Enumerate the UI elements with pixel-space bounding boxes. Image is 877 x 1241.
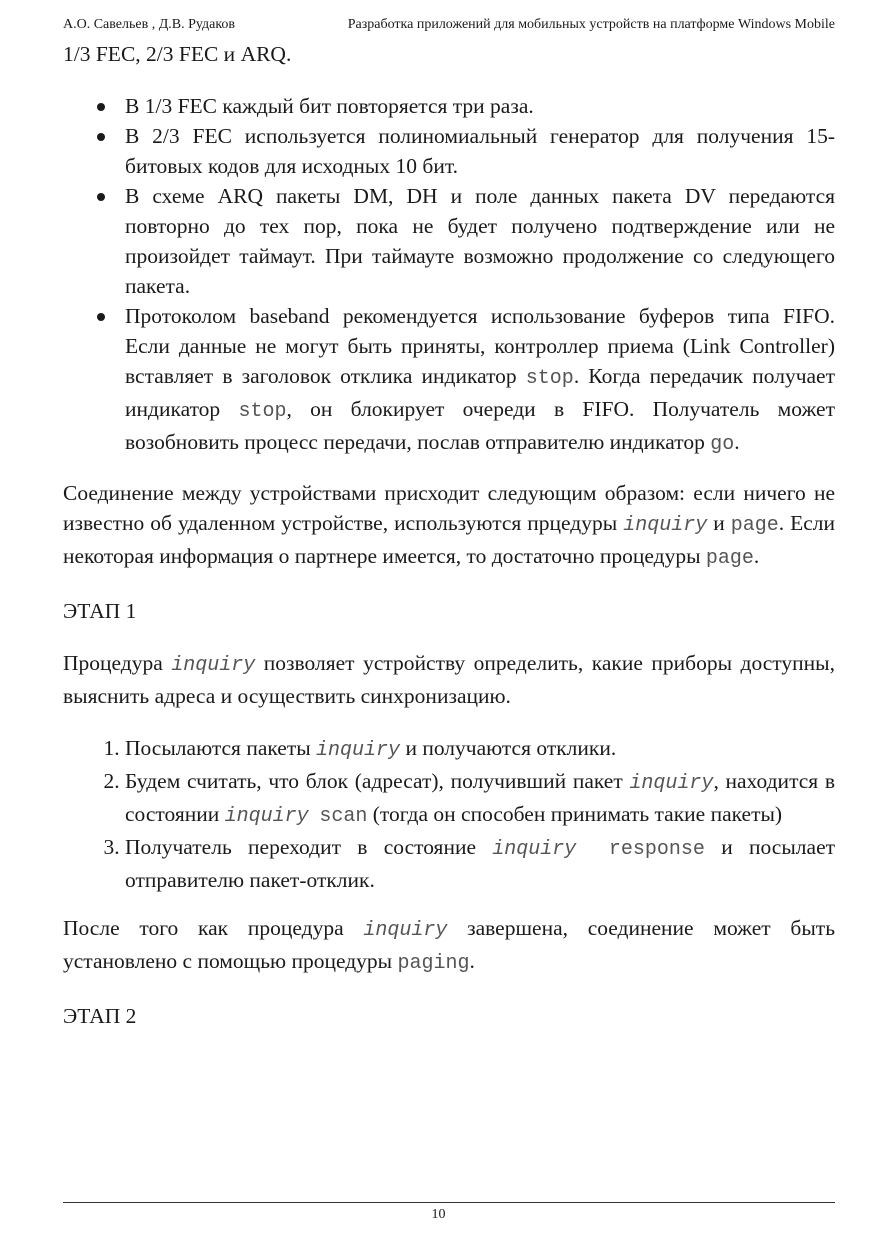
bullet-icon bbox=[97, 103, 105, 111]
code-inquiry: inquiry bbox=[363, 919, 448, 942]
code-go: go bbox=[710, 433, 735, 456]
code-inquiry: inquiry bbox=[623, 514, 708, 537]
list-item: В схеме ARQ пакеты DM, DH и поле данных пакета DV передаются повторно до тех пор, пока не будет получено подтверждение или не произойдет таймаут. При таймауте возможно продолжение со следующего пакета. bbox=[125, 181, 835, 301]
connection-paragraph: Соединение между устройствами присходит следующим образом: если ничего не известно об удаленном устройстве, используются прцедуры inquiry и page. Если некоторая информация о партнере имеется, то достаточно процедуры page. bbox=[63, 481, 835, 570]
list-item: 3. Получатель переходит в состояние inquiry response и посылает отправителю пакет-отклик. bbox=[125, 832, 835, 895]
code-inquiry: inquiry bbox=[224, 805, 309, 828]
page-number: 10 bbox=[431, 1207, 446, 1222]
code-stop: stop bbox=[238, 400, 287, 423]
code-scan: scan bbox=[319, 805, 368, 828]
code-inquiry: inquiry bbox=[316, 739, 401, 762]
code-paging: paging bbox=[397, 952, 470, 975]
fec-bullet-list bbox=[63, 91, 835, 460]
inquiry-steps-list bbox=[63, 733, 835, 895]
inquiry-paragraph: Процедура inquiry позволяет устройству определить, какие приборы доступны, выяснить адреса и осуществить синхронизацию. bbox=[63, 651, 835, 708]
code-page: page bbox=[730, 514, 779, 537]
list-item: В 1/3 FEC каждый бит повторяется три раза. bbox=[125, 91, 835, 121]
bullet-icon bbox=[97, 133, 105, 141]
list-item: Протоколом baseband рекомендуется использование буферов типа FIFO. Если данные не могут быть приняты, контроллер приема (Link Controller) вставляет в заголовок отклика индикатор stop. Когда передачик получает индикатор stop, он блокирует очереди в FIFO. Получатель может возобновить процесс передачи, послав отправителю индикатор go. bbox=[125, 301, 835, 460]
header-title: Разработка приложений для мобильных устройств на платформе Windows Mobile bbox=[347, 17, 835, 32]
page-header bbox=[63, 16, 835, 34]
code-inquiry: inquiry bbox=[629, 772, 714, 795]
list-item: 2. Будем считать, что блок (адресат), получивший пакет inquiry, находится в состоянии inquiry scan (тогда он способен принимать такие пакеты) bbox=[125, 766, 835, 832]
list-item: 1. Посылаются пакеты inquiry и получаются отклики. bbox=[125, 733, 835, 766]
intro-line: 1/3 FEC, 2/3 FEC и ARQ. bbox=[63, 42, 292, 66]
header-authors: А.О. Савельев , Д.В. Рудаков bbox=[63, 17, 236, 32]
code-inquiry: inquiry bbox=[171, 654, 256, 677]
page-content bbox=[63, 39, 835, 1031]
code-inquiry: inquiry bbox=[492, 838, 577, 861]
bullet-icon bbox=[97, 193, 105, 201]
stage-2-heading: ЭТАП 2 bbox=[63, 1004, 137, 1028]
footer-divider bbox=[63, 1202, 835, 1203]
stage-1-heading: ЭТАП 1 bbox=[63, 599, 137, 623]
paging-paragraph: После того как процедура inquiry завершена, соединение может быть установлено с помощью процедуры paging. bbox=[63, 916, 835, 975]
code-page: page bbox=[705, 547, 754, 570]
list-item: В 2/3 FEC используется полиномиальный генератор для получения 15-битовых кодов для исходных 10 бит. bbox=[125, 121, 835, 181]
bullet-icon bbox=[97, 313, 105, 321]
code-stop: stop bbox=[525, 367, 574, 390]
code-response: response bbox=[608, 838, 705, 861]
